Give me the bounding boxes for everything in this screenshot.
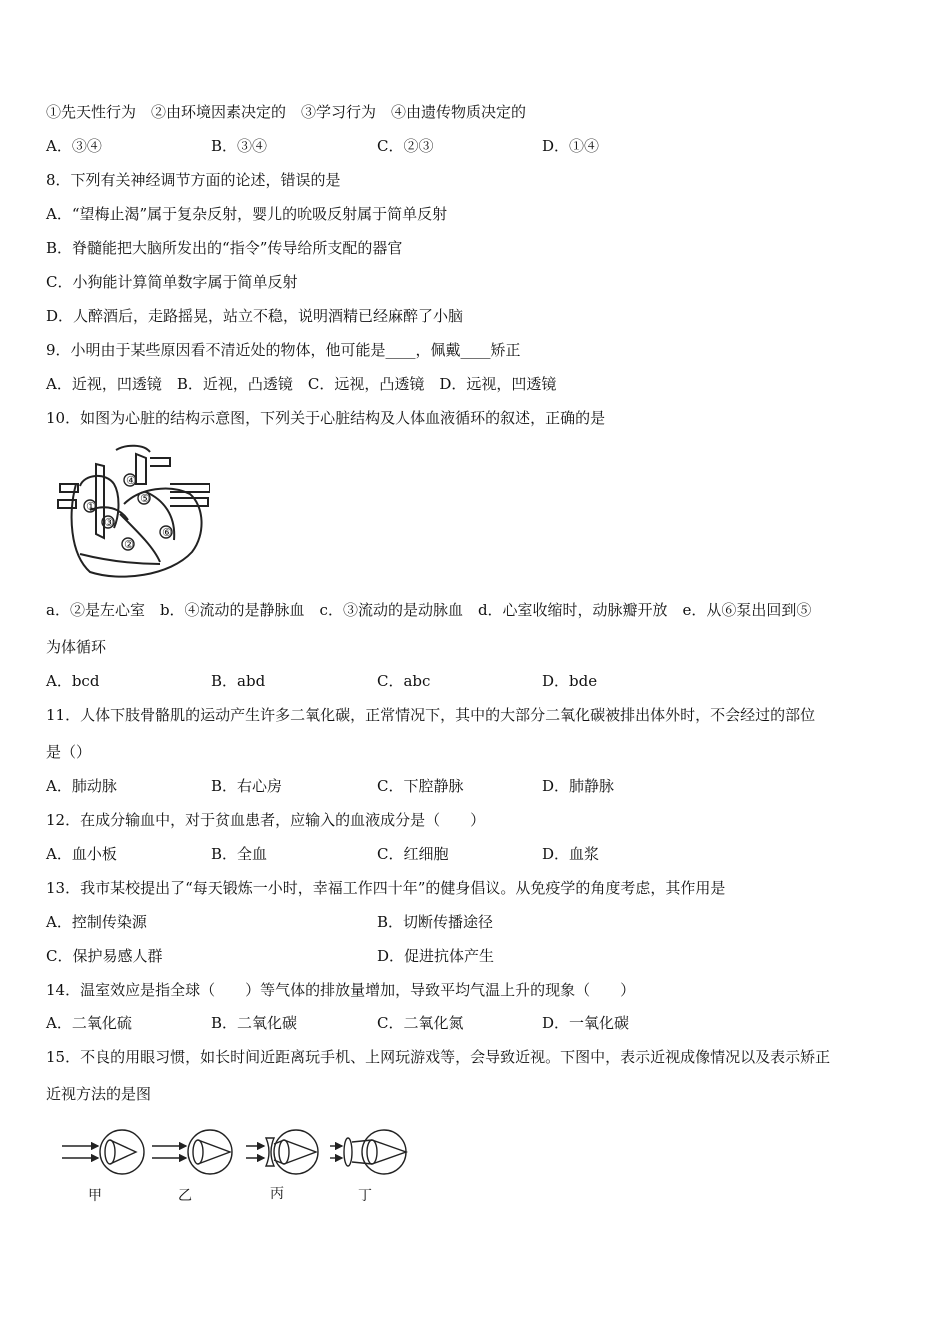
q14-option-b[interactable]: B．二氧化碳 xyxy=(211,1014,298,1032)
q7-option-a[interactable]: A．③④ xyxy=(46,137,102,155)
q12-option-a[interactable]: A．血小板 xyxy=(46,845,117,863)
heart-diagram xyxy=(50,444,210,580)
q14-option-a[interactable]: A．二氧化硫 xyxy=(46,1014,132,1032)
eye-label-yi: 乙 xyxy=(178,1188,192,1204)
q14-stem: 14．温室效应是指全球（ ）等气体的排放量增加，导致平均气温上升的现象（ ） xyxy=(46,981,636,999)
eye-diagram-jia xyxy=(62,1130,144,1174)
q10-statements-line1: a．②是左心室 b．④流动的是静脉血 c．③流动的是动脉血 d．心室收缩时，动脉瓣开放 e．从⑥泵出回到⑤ xyxy=(46,601,812,619)
q10-statements-line2: 为体循环 xyxy=(46,638,107,656)
heart-label-2: ② xyxy=(124,538,134,551)
q10-option-d[interactable]: D．bde xyxy=(542,672,598,690)
heart-label-1: ① xyxy=(86,500,96,513)
q8-stem: 8．下列有关神经调节方面的论述，错误的是 xyxy=(46,171,341,189)
q13-stem: 13．我市某校提出了“每天锻炼一小时，幸福工作四十年”的健身倡议。从免疫学的角度考虑，其作用是 xyxy=(46,879,726,897)
q8-option-a[interactable]: A．“望梅止渴”属于复杂反射，婴儿的吮吸反射属于简单反射 xyxy=(46,205,448,223)
q13-option-d[interactable]: D．促进抗体产生 xyxy=(377,947,495,965)
q15-stem-line2: 近视方法的是图 xyxy=(46,1085,152,1103)
q8-option-b[interactable]: B．脊髓能把大脑所发出的“指令”传导给所支配的器官 xyxy=(46,239,403,257)
q11-stem-line1: 11．人体下肢骨骼肌的运动产生许多二氧化碳，正常情况下，其中的大部分二氧化碳被排出体外时，不会经过的部位 xyxy=(46,706,816,724)
q15-stem-line1: 15．不良的用眼习惯，如长时间近距离玩手机、上网玩游戏等，会导致近视。下图中，表示近视成像情况以及表示矫正 xyxy=(46,1048,831,1066)
q12-option-c[interactable]: C．红细胞 xyxy=(377,845,449,863)
heart-label-5: ⑤ xyxy=(140,492,150,505)
eye-diagram-bing xyxy=(246,1130,318,1174)
q11-stem-line2: 是（） xyxy=(46,743,92,761)
q13-option-a[interactable]: A．控制传染源 xyxy=(46,913,147,931)
q7-option-b[interactable]: B．③④ xyxy=(211,137,268,155)
q11-option-b[interactable]: B．右心房 xyxy=(211,777,283,795)
q13-option-b[interactable]: B．切断传播途径 xyxy=(377,913,494,931)
q10-option-c[interactable]: C．abc xyxy=(377,672,431,690)
eye-diagram-yi xyxy=(152,1130,232,1174)
q11-option-c[interactable]: C．下腔静脉 xyxy=(377,777,464,795)
q8-option-c[interactable]: C．小狗能计算简单数字属于简单反射 xyxy=(46,273,298,291)
q11-option-d[interactable]: D．肺静脉 xyxy=(542,777,615,795)
q7-statements: ①先天性行为 ②由环境因素决定的 ③学习行为 ④由遗传物质决定的 xyxy=(46,103,527,121)
q7-option-c[interactable]: C．②③ xyxy=(377,137,434,155)
heart-label-4: ④ xyxy=(126,474,136,487)
heart-label-6: ⑥ xyxy=(162,526,172,539)
eye-diagram-ding xyxy=(330,1130,406,1174)
q14-option-c[interactable]: C．二氧化氮 xyxy=(377,1014,464,1032)
eye-diagrams xyxy=(58,1128,418,1208)
q9-options[interactable]: A．近视，凹透镜 B．近视，凸透镜 C．远视，凸透镜 D．远视，凹透镜 xyxy=(46,375,557,393)
eye-label-bing: 丙 xyxy=(270,1186,284,1202)
q12-option-b[interactable]: B．全血 xyxy=(211,845,268,863)
q13-option-c[interactable]: C．保护易感人群 xyxy=(46,947,163,965)
q10-option-a[interactable]: A．bcd xyxy=(46,672,100,690)
q12-option-d[interactable]: D．血浆 xyxy=(542,845,600,863)
q8-option-d[interactable]: D．人醉酒后，走路摇晃，站立不稳，说明酒精已经麻醉了小脑 xyxy=(46,307,464,325)
eye-label-ding: 丁 xyxy=(358,1188,372,1204)
q7-option-d[interactable]: D．①④ xyxy=(542,137,600,155)
q10-stem: 10．如图为心脏的结构示意图，下列关于心脏结构及人体血液循环的叙述，正确的是 xyxy=(46,409,606,427)
q11-option-a[interactable]: A．肺动脉 xyxy=(46,777,117,795)
q12-stem: 12．在成分输血中，对于贫血患者，应输入的血液成分是（ ） xyxy=(46,811,486,829)
q10-option-b[interactable]: B．abd xyxy=(211,672,266,690)
eye-label-jia: 甲 xyxy=(88,1188,102,1204)
q9-stem: 9．小明由于某些原因看不清近处的物体，他可能是____，佩戴____矫正 xyxy=(46,341,521,359)
q14-option-d[interactable]: D．一氧化碳 xyxy=(542,1014,630,1032)
heart-label-3: ③ xyxy=(104,516,114,529)
